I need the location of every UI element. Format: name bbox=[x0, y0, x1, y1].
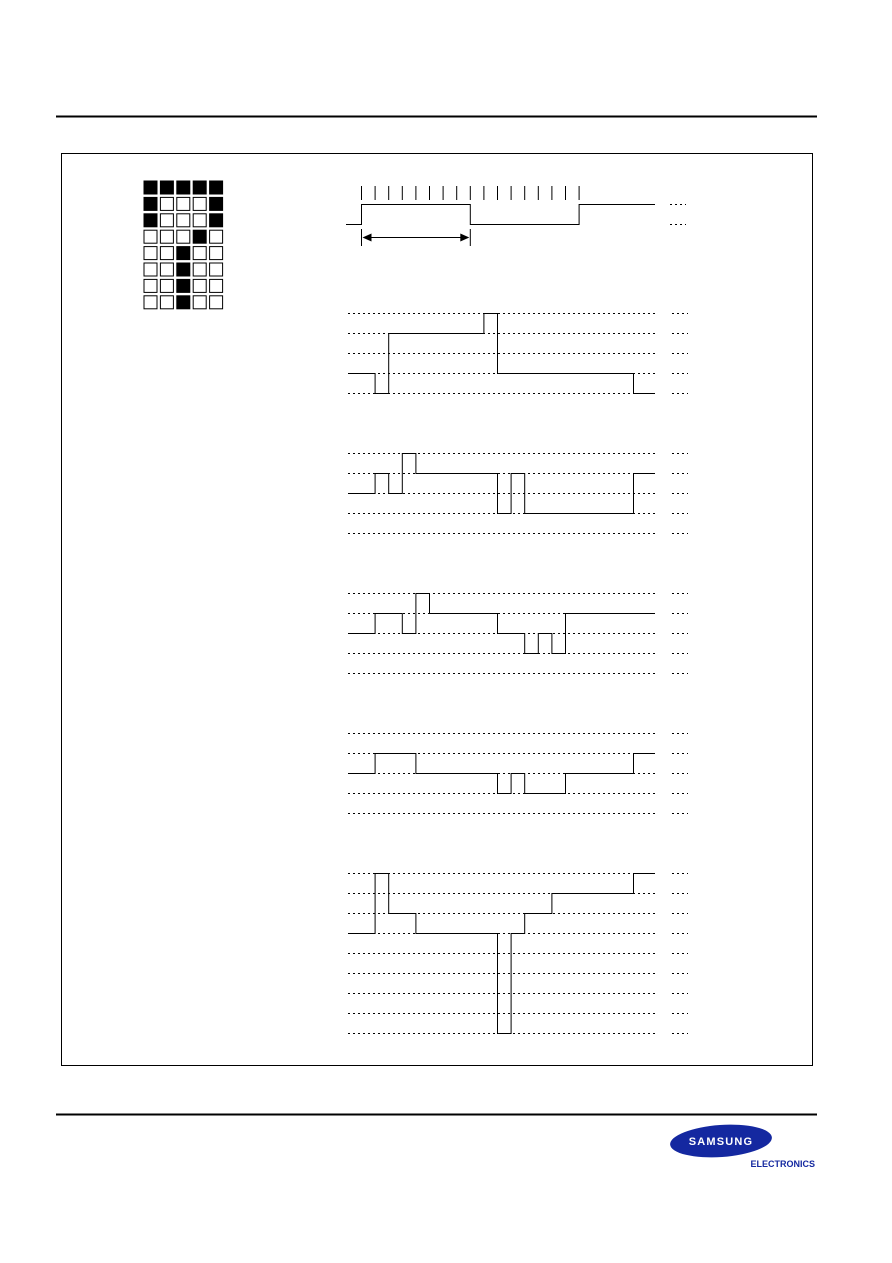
dot-off bbox=[160, 247, 173, 260]
dot-on bbox=[210, 181, 223, 194]
dot-on bbox=[193, 230, 206, 243]
segment-waveforms bbox=[348, 314, 688, 1034]
dot-on bbox=[160, 181, 173, 194]
dot-off bbox=[160, 279, 173, 292]
dot-off bbox=[210, 279, 223, 292]
period-arrow-head-left bbox=[363, 234, 372, 242]
dot-on bbox=[144, 214, 157, 227]
samsung-logo bbox=[669, 1121, 773, 1160]
clock-and-frame-timing bbox=[346, 186, 686, 246]
dot-off bbox=[177, 197, 190, 210]
samsung-logo-wordmark: SAMSUNG bbox=[688, 1136, 754, 1148]
waveform-4 bbox=[348, 734, 688, 814]
drive-waveform-trace bbox=[348, 454, 655, 514]
dot-off bbox=[193, 263, 206, 276]
waveform-3 bbox=[348, 594, 688, 674]
dot-off bbox=[160, 263, 173, 276]
dot-off bbox=[193, 296, 206, 309]
waveform-1 bbox=[348, 314, 688, 394]
dot-off bbox=[160, 230, 173, 243]
period-arrow-head-right bbox=[460, 234, 469, 242]
drive-waveform-trace bbox=[348, 594, 655, 654]
dot-off bbox=[160, 197, 173, 210]
dot-off bbox=[193, 279, 206, 292]
dot-on bbox=[177, 296, 190, 309]
electronics-label: ELECTRONICS bbox=[750, 1159, 815, 1169]
dot-off bbox=[177, 230, 190, 243]
dot-on bbox=[177, 279, 190, 292]
dot-off bbox=[210, 263, 223, 276]
frame-signal bbox=[346, 205, 655, 225]
waveform-5 bbox=[348, 874, 688, 1034]
dot-on bbox=[210, 214, 223, 227]
dot-off bbox=[144, 247, 157, 260]
dot-off bbox=[144, 279, 157, 292]
dot-off bbox=[193, 197, 206, 210]
dot-on bbox=[144, 181, 157, 194]
dot-on bbox=[144, 197, 157, 210]
dot-off bbox=[193, 214, 206, 227]
dot-off bbox=[144, 230, 157, 243]
dot-off bbox=[144, 296, 157, 309]
dot-off bbox=[210, 230, 223, 243]
dot-off bbox=[210, 296, 223, 309]
dot-off bbox=[160, 214, 173, 227]
character-dot-matrix bbox=[144, 181, 223, 309]
dot-off bbox=[210, 247, 223, 260]
dot-off bbox=[160, 296, 173, 309]
dot-off bbox=[144, 263, 157, 276]
dot-on bbox=[177, 181, 190, 194]
dot-on bbox=[210, 197, 223, 210]
waveform-2 bbox=[348, 454, 688, 534]
dot-on bbox=[193, 181, 206, 194]
dot-on bbox=[177, 247, 190, 260]
dot-off bbox=[193, 247, 206, 260]
dot-off bbox=[177, 214, 190, 227]
figure-frame bbox=[62, 154, 813, 1066]
dot-on bbox=[177, 263, 190, 276]
